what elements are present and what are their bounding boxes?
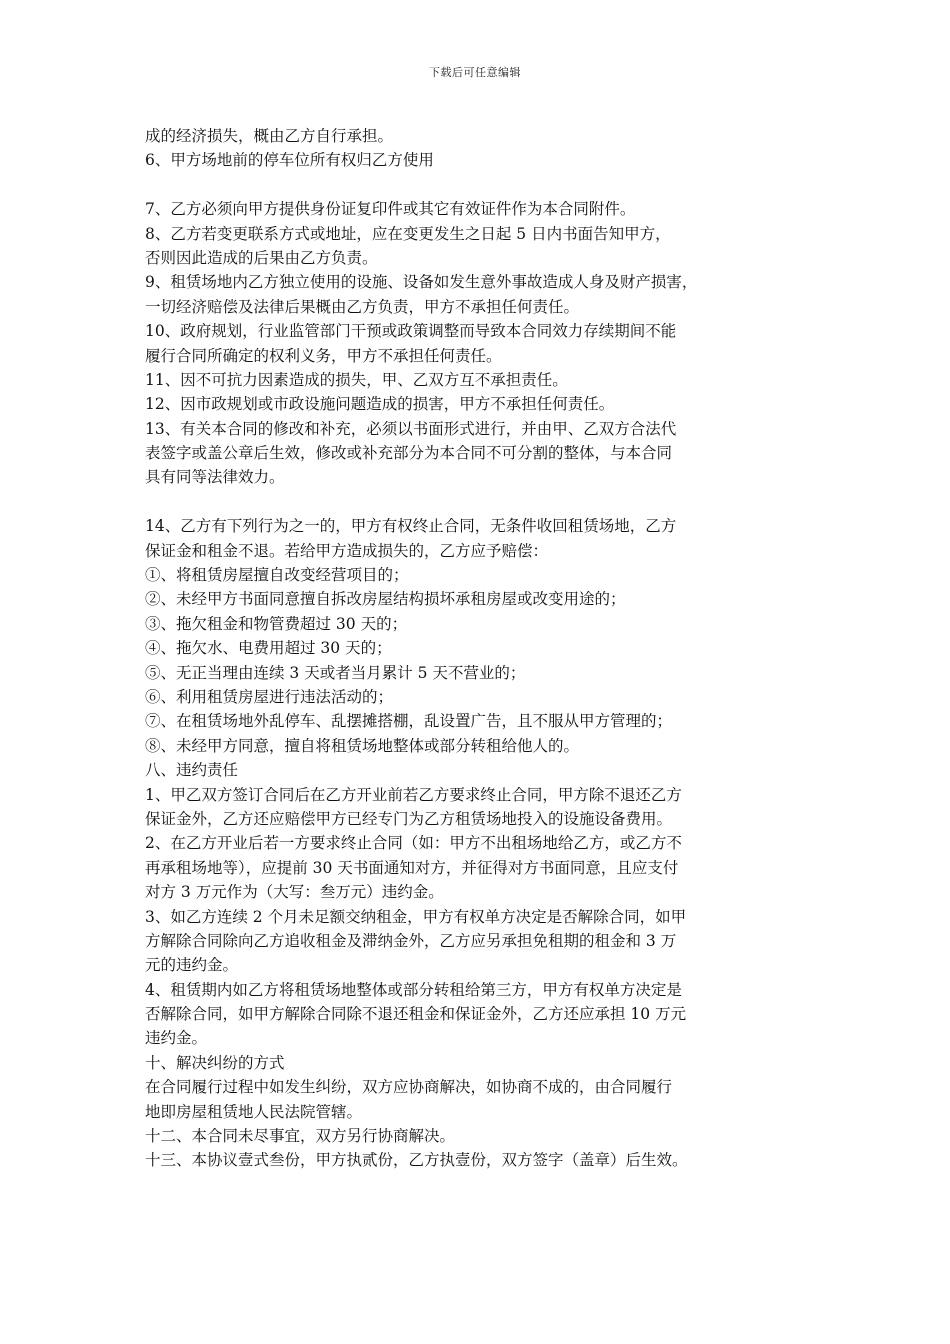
text-line: 14、乙方有下列行为之一的，甲方有权终止合同，无条件收回租赁场地，乙方 bbox=[145, 517, 677, 536]
text-line: 11、因不可抗力因素造成的损失，甲、乙双方互不承担责任。 bbox=[145, 370, 568, 389]
text-line: 12、因市政规划或市政设施问题造成的损害，甲方不承担任何责任。 bbox=[145, 395, 615, 414]
text-line: 4、租赁期内如乙方将租赁场地整体或部分转租给第三方，甲方有权单方决定是 bbox=[145, 980, 682, 999]
text-line: 9、租赁场地内乙方独立使用的设施、设备如发生意外事故造成人身及财产损害， bbox=[145, 273, 698, 292]
text-line: 表签字或盖公章后生效，修改或补充部分为本合同不可分割的整体，与本合同 bbox=[145, 444, 673, 463]
text-line: 否解除合同，如甲方解除合同除不退还租金和保证金外，乙方还应承担 10 万元 bbox=[145, 1005, 687, 1024]
page-header: 下载后可任意编辑 bbox=[429, 66, 521, 79]
text-line: 一切经济赔偿及法律后果概由乙方负责，甲方不承担任何责任。 bbox=[145, 297, 580, 316]
text-line: ⑥、利用租赁房屋进行违法活动的； bbox=[145, 687, 394, 706]
text-line: 履行合同所确定的权利义务，甲方不承担任何责任。 bbox=[145, 346, 502, 365]
text-line: 方解除合同除向乙方追收租金及滞纳金外，乙方应另承担免租期的租金和 3 万 bbox=[145, 931, 677, 950]
text-line: ②、未经甲方书面同意擅自拆改房屋结构损坏承租房屋或改变用途的； bbox=[145, 590, 626, 609]
text-line: 具有同等法律效力。 bbox=[145, 468, 285, 487]
text-line: 保证金外，乙方还应赔偿甲方已经专门为乙方租赁场地投入的设施设备费用。 bbox=[145, 809, 673, 828]
text-line: ①、将租赁房屋擅自改变经营项目的； bbox=[145, 566, 409, 585]
text-line: 1、甲乙双方签订合同后在乙方开业前若乙方要求终止合同，甲方除不退还乙方 bbox=[145, 785, 682, 804]
blank-line bbox=[145, 173, 835, 197]
text-line: 再承租场地等），应提前 30 天书面通知对方，并征得对方书面同意，且应支付 bbox=[145, 858, 679, 877]
text-line: 对方 3 万元作为（大写：叁万元）违约金。 bbox=[145, 883, 444, 902]
text-line: 3、如乙方连续 2 个月未足额交纳租金，甲方有权单方决定是否解除合同，如甲 bbox=[145, 907, 687, 926]
text-line: 保证金和租金不退。若给甲方造成损失的，乙方应予赔偿： bbox=[145, 541, 549, 560]
text-line: 十、解决纠纷的方式 bbox=[145, 1053, 285, 1072]
text-line: 否则因此造成的后果由乙方负责。 bbox=[145, 248, 378, 267]
text-line: 十二、本合同未尽事宜，双方另行协商解决。 bbox=[145, 1127, 456, 1146]
text-line: 10、政府规划，行业监管部门干预或政策调整而导致本合同效力存续期间不能 bbox=[145, 322, 677, 341]
text-line: 元的违约金。 bbox=[145, 956, 239, 975]
text-line: 在合同履行过程中如发生纠纷，双方应协商解决，如协商不成的，由合同履行 bbox=[145, 1078, 673, 1097]
blank-line bbox=[145, 490, 835, 514]
text-line: 13、有关本合同的修改和补充，必须以书面形式进行，并由甲、乙双方合法代 bbox=[145, 419, 677, 438]
text-line: 地即房屋租赁地人民法院管辖。 bbox=[145, 1102, 363, 1121]
text-line: 2、在乙方开业后若一方要求终止合同（如：甲方不出租场地给乙方，或乙方不 bbox=[145, 834, 682, 853]
text-line: ⑦、在租赁场地外乱停车、乱摆摊搭棚，乱设置广告，且不服从甲方管理的； bbox=[145, 712, 673, 731]
text-line: ④、拖欠水、电费用超过 30 天的； bbox=[145, 639, 392, 658]
text-line: 八、违约责任 bbox=[145, 761, 239, 780]
document-body bbox=[145, 124, 835, 1173]
text-line: ⑧、未经甲方同意，擅自将租赁场地整体或部分转租给他人的。 bbox=[145, 736, 580, 755]
text-line: ③、拖欠租金和物管费超过 30 天的； bbox=[145, 614, 408, 633]
text-line: 十三、本协议壹式叁份，甲方执贰份，乙方执壹份，双方签字（盖章）后生效。 bbox=[145, 1151, 688, 1170]
text-line: 7、乙方必须向甲方提供身份证复印件或其它有效证件作为本合同附件。 bbox=[145, 200, 636, 219]
text-line: 违约金。 bbox=[145, 1029, 208, 1048]
text-line: ⑤、无正当理由连续 3 天或者当月累计 5 天不营业的； bbox=[145, 663, 526, 682]
text-line: 成的经济损失，概由乙方自行承担。 bbox=[145, 127, 394, 145]
text-line: 8、乙方若变更联系方式或地址，应在变更发生之日起 5 日内书面告知甲方， bbox=[145, 224, 671, 243]
text-line: 6、甲方场地前的停车位所有权归乙方使用 bbox=[145, 151, 434, 170]
